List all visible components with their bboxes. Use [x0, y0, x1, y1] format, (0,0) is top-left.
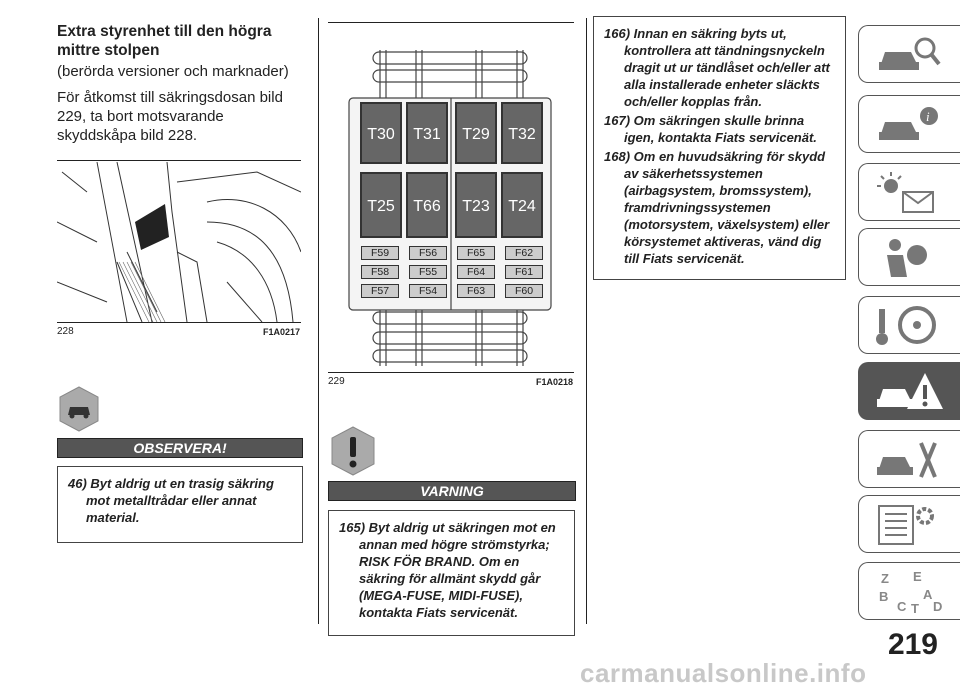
warning-item: [604, 148, 835, 267]
svg-text:C: C: [897, 599, 907, 614]
tab-crash-warning[interactable]: [858, 362, 960, 420]
warning-item-text: Innan en säkring byts ut, kontrollera att tändningsnyckeln dragit ut ur tändlåset och/eller att alla installerade enheter släckts och/eller kopplas från.: [624, 26, 830, 109]
warning-item: [339, 519, 564, 621]
airbag-person-icon: [873, 235, 943, 281]
warning-box: [328, 510, 575, 636]
tab-data-gear[interactable]: [858, 495, 960, 553]
warning-item-text: Om en huvudsäkring för skydd av säkerhetssystemen (airbagsystem, bromssystem), framdrivningssystemen (motorsystem, växelsystem) eller körsystemet aktiveras, vänd dig till Fiats servicenät.: [624, 149, 830, 266]
warning-item: [604, 25, 835, 110]
figure-229-bottom-rule: [328, 372, 574, 373]
tab-alphabet-index[interactable]: [858, 562, 960, 620]
figure-228-top-rule: [57, 160, 301, 161]
warning-item-number: 165): [339, 520, 366, 535]
page-number: 219: [887, 628, 938, 661]
tab-airbag[interactable]: [858, 228, 960, 286]
figure-229-code: F1A0218: [536, 377, 574, 387]
column-divider-left: [318, 18, 319, 624]
note-item-number: 46): [68, 476, 87, 491]
fuse-box-diagram: [345, 50, 555, 366]
fuse-f62: F62: [505, 246, 543, 260]
warning-continued-box: [593, 16, 846, 280]
svg-text:i: i: [926, 109, 930, 124]
fuse-f56: F56: [409, 246, 447, 260]
relay-t29: T29: [455, 102, 497, 164]
relay-t32: T32: [501, 102, 543, 164]
svg-text:T: T: [911, 601, 919, 615]
section-paragraph: För åtkomst till säkringsdosan bild 229, ta bort motsvarande skyddskåpa bild 228.: [57, 89, 283, 144]
figure-228-image: [57, 162, 301, 322]
warning-item-text: Om säkringen skulle brinna igen, kontakta Fiats servicenät.: [624, 113, 817, 145]
relay-t66: T66: [406, 172, 448, 238]
car-search-icon: [873, 32, 943, 78]
note-box: [57, 466, 303, 543]
figure-229-number: 229: [328, 376, 345, 387]
fuse-f59: F59: [361, 246, 399, 260]
fuse-f60: F60: [505, 284, 543, 298]
note-item-text: Byt aldrig ut en trasig säkring mot metalltrådar eller annat material.: [86, 476, 274, 525]
relay-t30: T30: [360, 102, 402, 164]
tab-warning-lights[interactable]: [858, 163, 960, 221]
figure-228-code: F1A0217: [263, 327, 301, 337]
relay-t31: T31: [406, 102, 448, 164]
relay-t25: T25: [360, 172, 402, 238]
fuse-f65: F65: [457, 246, 495, 260]
fuse-f54: F54: [409, 284, 447, 298]
warning-item-text: Byt aldrig ut säkringen mot en annan med högre strömstyrka; RISK FÖR BRAND. Om en säkring för allmänt skydd går (MEGA-FUSE, MIDI-FUSE), kontakta Fiats servicenät.: [359, 520, 556, 620]
relay-t23: T23: [455, 172, 497, 238]
note-item: [68, 475, 292, 526]
warning-item-number: 168): [604, 149, 631, 164]
warning-item-number: 166): [604, 26, 631, 41]
tab-car-tools[interactable]: [858, 430, 960, 488]
warning-item: [604, 112, 835, 146]
car-tools-icon: [873, 437, 943, 483]
tab-car-info[interactable]: [858, 95, 960, 153]
svg-text:Z: Z: [881, 571, 889, 586]
figure-228-number: 228: [57, 326, 74, 337]
svg-text:D: D: [933, 599, 943, 614]
svg-text:B: B: [879, 589, 889, 604]
key-steering-wheel-icon: [873, 303, 943, 349]
fuse-f57: F57: [361, 284, 399, 298]
section-title: Extra styrenhet till den högra mittre stolpen: [57, 23, 272, 59]
data-gear-icon: [873, 502, 943, 548]
section-subtitle: (berörda versioner och marknader): [57, 63, 289, 80]
svg-text:A: A: [923, 587, 933, 602]
warning-lights-mail-icon: [873, 170, 943, 216]
fuse-f61: F61: [505, 265, 543, 279]
relay-t24: T24: [501, 172, 543, 238]
fuse-f58: F58: [361, 265, 399, 279]
figure-229-top-rule: [328, 22, 574, 23]
note-label: OBSERVERA!: [57, 438, 303, 458]
svg-text:E: E: [913, 569, 922, 584]
warning-item-number: 167): [604, 113, 631, 128]
car-note-icon: [58, 385, 100, 438]
fuse-f55: F55: [409, 265, 447, 279]
alphabet-index-icon: [873, 569, 943, 615]
car-crash-warning-icon: [873, 369, 943, 415]
exclamation-warning-icon: [330, 425, 376, 482]
column-divider-right: [586, 18, 587, 624]
tab-car-search[interactable]: [858, 25, 960, 83]
footer-watermark: carmanualsonline.info: [580, 658, 867, 688]
fuse-f64: F64: [457, 265, 495, 279]
car-info-icon: [873, 102, 943, 148]
figure-228-bottom-rule: [57, 322, 301, 323]
warning-label: VARNING: [328, 481, 576, 501]
fuse-f63: F63: [457, 284, 495, 298]
tab-key-steering[interactable]: [858, 296, 960, 354]
